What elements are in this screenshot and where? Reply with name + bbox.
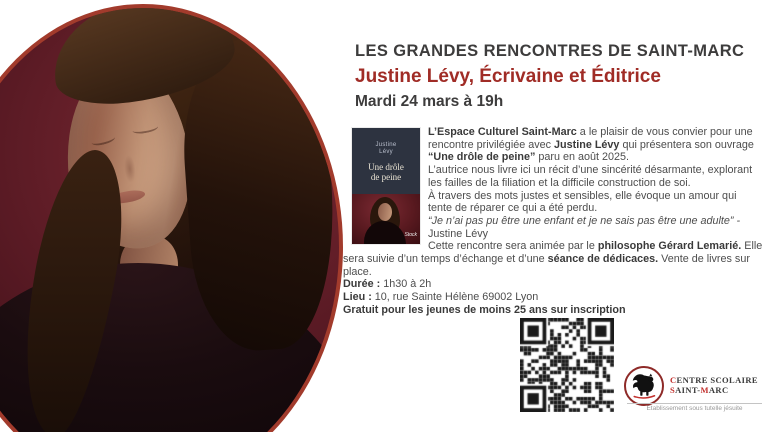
school-name-line2: SAINT-MARC xyxy=(670,385,729,395)
body-paragraph: Lieu : 10, rue Sainte Hélène 69002 Lyon xyxy=(343,291,539,304)
body-paragraph: Durée : 1h30 à 2h xyxy=(343,278,432,291)
book-cover-top xyxy=(352,128,420,194)
book-cover xyxy=(352,128,420,244)
publisher-logo: Stock xyxy=(404,232,417,239)
body-paragraph: L’autrice nous livre ici un récit d’une sincérité désarmante, explorant les failles de la filiation et la difficile construction de soi. xyxy=(428,164,753,189)
portrait-photo xyxy=(0,4,343,432)
photo-eye-left xyxy=(90,133,115,148)
winged-lion-emblem-icon xyxy=(624,366,664,406)
event-series-title: LES GRANDES RENCONTRES DE SAINT-MARC xyxy=(355,42,745,60)
body-paragraph: À travers des mots justes et sensibles, elle évoque un amour qui tente de réparer ce qui a été perdu. xyxy=(428,189,737,215)
book-cover-photo-face xyxy=(378,203,392,221)
qr-code xyxy=(520,318,614,412)
event-datetime: Mardi 24 mars à 19h xyxy=(355,93,504,110)
event-description-block xyxy=(343,126,763,317)
winged-lion-icon xyxy=(629,371,659,401)
body-paragraph: Gratuit pour les jeunes de moins 25 ans sur inscription xyxy=(343,303,626,316)
book-cover-author xyxy=(352,128,420,156)
body-paragraph: Cette rencontre sera animée par le philosophe Gérard Lemarié. Elle sera suivie d’un temps d’échange et d’une séance de dédicaces. Vente de livres sur place. xyxy=(343,240,763,278)
book-cover-author-line2: Lévy xyxy=(379,149,393,155)
speaker-title: Justine Lévy, Écrivaine et Éditrice xyxy=(355,66,661,87)
book-cover-photo xyxy=(352,194,420,244)
book-cover-title-line1: Une drôle xyxy=(368,162,404,172)
event-details xyxy=(343,42,763,317)
school-logo xyxy=(624,366,762,414)
book-cover-title-line2: de peine xyxy=(370,172,402,182)
logo-divider xyxy=(627,403,762,404)
book-cover-author-line1: Justine xyxy=(375,142,397,148)
photo-nose xyxy=(123,154,137,183)
school-name xyxy=(670,375,758,395)
school-name-line1: CENTRE SCOLAIRE xyxy=(670,375,758,385)
school-tagline: Etablissement sous tutelle jésuite xyxy=(646,405,743,412)
body-paragraph: L’Espace Culturel Saint-Marc a le plaisir de vous convier pour une rencontre privilégiée avec Justine Lévy qui présentera son ouvrage “Une drôle de peine” paru en août 2025. xyxy=(428,126,754,164)
photo-eye-right xyxy=(132,122,159,135)
book-cover-title xyxy=(352,162,420,182)
book-cover-photo-body xyxy=(364,221,406,244)
body-paragraph: “Je n’ai pas pu être une enfant et je ne sais pas être une adulte” - Justine Lévy xyxy=(428,214,741,240)
